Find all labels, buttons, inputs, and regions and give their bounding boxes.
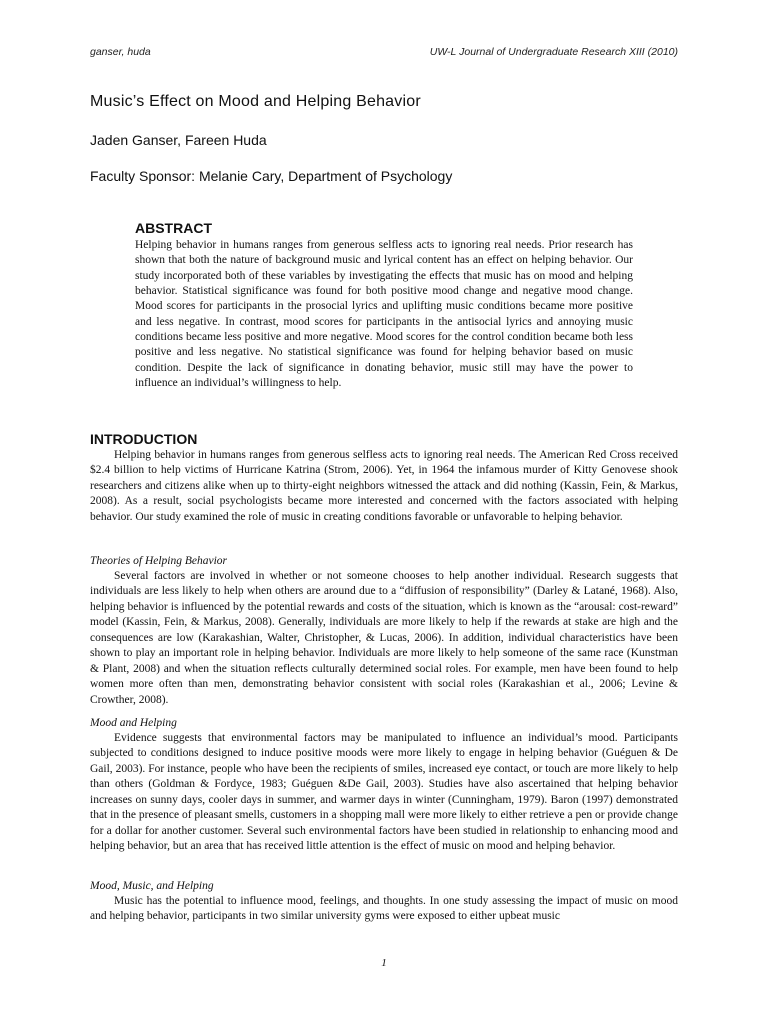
paper-title: Music’s Effect on Mood and Helping Behavior	[90, 93, 421, 110]
introduction-heading: INTRODUCTION	[90, 431, 198, 447]
introduction-paragraph: Helping behavior in humans ranges from generous selfless acts to ignoring real needs. The American Red Cross received $2.4 billion to help victims of Hurricane Katrina (Strom, 2006). Yet, in 1964 the infamous murder of Kitty Genovese shook researchers and citizens alike when up to thirty-eight neighbors witnessed the attack and did nothing (Kassin, Fein, & Markus, 2008). As a result, social psychologists became more interested and concerned with the factors associated with helping behavior. Our study examined the role of music in creating conditions favorable or unfavorable to helping behavior.	[90, 449, 678, 523]
section-heading-mood: Mood and Helping	[90, 717, 177, 729]
abstract-text: Helping behavior in humans ranges from generous selfless acts to ignoring real needs. Prior research has shown that both the nature of background music and lyrical content has an effect on helping behavior. Our study incorporated both of these variables by investigating the effects that music has on mood and helping behavior. Statistical significance was found for both positive mood change and negative mood change. Mood scores for participants in the prosocial lyrics and uplifting music conditions became more positive and less negative. In contrast, mood scores for participants in the antisocial lyrics and annoying music conditions became less positive and more negative. Mood scores for the control condition became both less positive and less negative. No statistical significance was found for helping behavior based on music condition. Despite the lack of significance in donating behavior, music still may have the power to influence an individual’s willingness to help.	[135, 239, 633, 390]
header-journal: UW-L Journal of Undergraduate Research XIII (2010)	[429, 46, 678, 58]
faculty-sponsor: Faculty Sponsor: Melanie Cary, Department of Psychology	[90, 168, 453, 184]
abstract-heading: ABSTRACT	[135, 220, 212, 236]
paper-authors: Jaden Ganser, Fareen Huda	[90, 132, 267, 148]
header-authors: ganser, huda	[90, 46, 151, 58]
running-header	[90, 46, 678, 58]
section-paragraph-theories: Several factors are involved in whether or not someone chooses to help another individual. Research suggests that individuals are less likely to help when others are around due to a “diffusion of responsibility” (Darley & Latané, 1968). Also, helping behavior is influenced by the potential rewards and costs of the situation, which is known as the “arousal: cost-reward” model (Kassin, Fein, & Markus, 2008). Generally, individuals are more likely to help if the rewards at stake are high and the consequences are low (Karakashian, Walter, Christopher, & Lucas, 2006). In addition, individual characteristics have been shown to play an important role in helping behavior. Individuals are more likely to help someone of the same race (Kunstman & Plant, 2008) and when the situation reflects culturally determined social roles. For example, men have been found to help women more often than men, demonstrating behavior consistent with social roles (Karakashian et al., 2006; Levine & Crowther, 2008).	[90, 570, 678, 706]
section-heading-theories: Theories of Helping Behavior	[90, 555, 228, 567]
page-number: 1	[381, 957, 387, 969]
section-paragraph-music: Music has the potential to influence mood, feelings, and thoughts. In one study assessing the impact of music on mood and helping behavior, participants in two similar university gyms were exposed to either upbeat music	[90, 895, 678, 923]
section-paragraph-mood: Evidence suggests that environmental factors may be manipulated to influence an individual’s mood. Participants subjected to conditions designed to induce positive moods were more likely to engage in helping behavior (Guéguen & De Gail, 2003). For instance, people who have been the recipients of smiles, increased eye contact, or touch are more likely to help than others (Goldman & Fordyce, 1983; Guéguen &De Gail, 2003). Studies have also ascertained that helping behavior increases on sunny days, cooler days in summer, and warmer days in winter (Cunningham, 1979). Baron (1997) demonstrated that in the presence of pleasant smells, customers in a shopping mall were more likely to either retrieve a pen or provide change for a dollar for another customer. Several such environmental factors have been studied in relationship to enhancing mood and helping behavior, but an area that has received little attention is the effect of music on mood and helping behavior.	[90, 732, 678, 853]
section-heading-music: Mood, Music, and Helping	[90, 880, 214, 892]
